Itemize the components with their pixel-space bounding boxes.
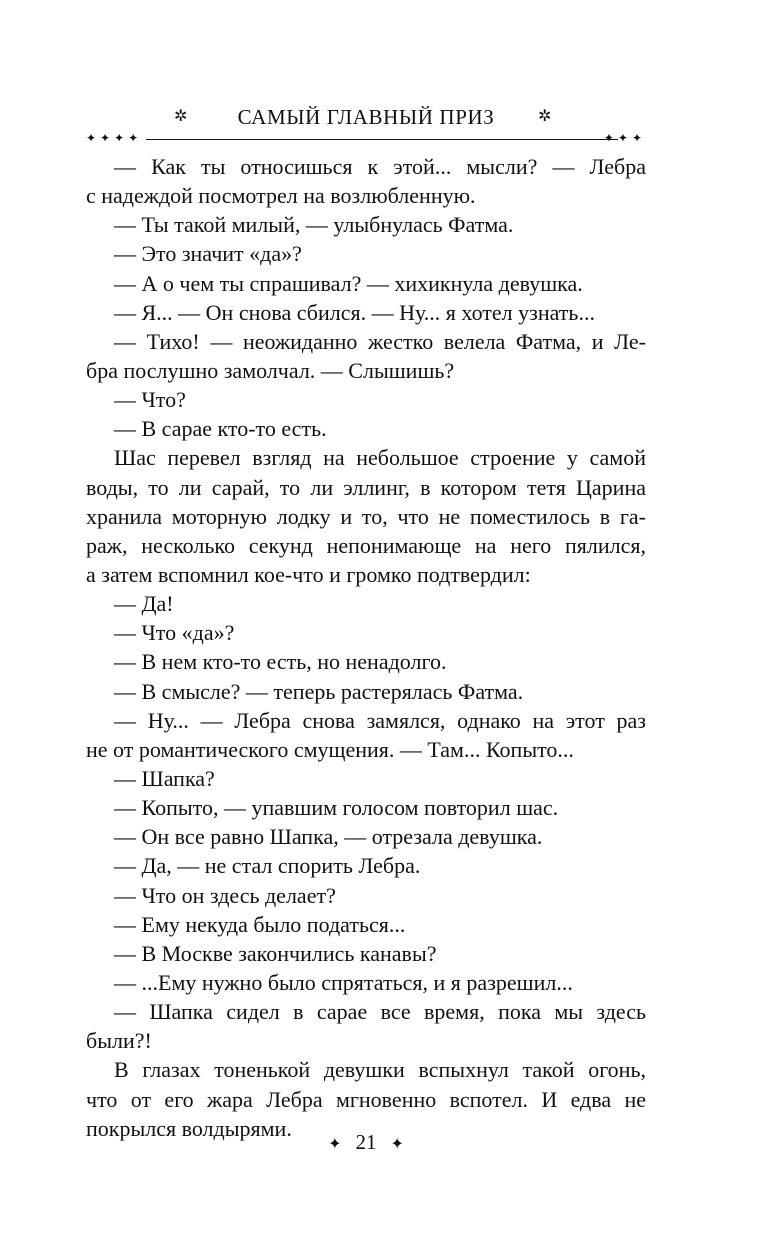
rule-line [146,139,618,140]
text-line: — Как ты относишься к этой... мысли? — Лебра [114,154,646,179]
text-line: а затем вспомнил кое-что и громко подтвердил: [86,561,531,587]
text-line: бра послушно замолчал. — Слышишь? [86,357,455,383]
text-line: В глазах тоненькой девушки вспыхнул такой огонь, [114,1057,646,1083]
snowflake-ornament-icon: ✲ [174,108,188,125]
text-line: — Что? [114,387,186,413]
text-line: покрылся волдырями. [86,1115,292,1141]
page-number: 21 [355,1130,377,1154]
text-line: — Что он здесь делает? [114,882,336,908]
text-line: — Он все равно Шапка, — отрезала девушка. [114,824,543,850]
text-line: — ...Ему нужно было спрятаться, и я разрешил... [114,969,573,995]
text-line: — Да! [114,591,174,617]
header-rule [86,131,646,145]
text-line: — А о чем ты спрашивал? — хихикнула девушка. [114,270,583,296]
text-line: — Ты такой милый, — улыбнулась Фатма. [114,212,514,238]
text-line: — Тихо! — неожиданно жестко велела Фатма, и Ле- [114,328,646,354]
text-line: Шас перевел взгляд на небольшое строение у самой [114,445,646,471]
text-line: — Ну... — Лебра снова замялся, однако на этот раз [114,707,646,733]
text-line: раж, несколько секунд непонимающе на него пялился, [86,532,646,558]
text-line: воды, то ли сарай, то ли эллинг, в котором тетя Царина [86,474,646,500]
text-line: что от его жара Лебра мгновенно вспотел. И едва не [86,1086,646,1112]
snowflake-ornament-icon: ✲ [538,108,552,125]
text-line: — Шапка сидел в сарае все время, пока мы здесь [114,999,646,1025]
rule-dots-left: ✦✦✦✦ [86,131,143,145]
body-text [86,152,646,1143]
text-line: — Да, — не стал спорить Лебра. [114,853,421,879]
running-title: САМЫЙ ГЛАВНЫЙ ПРИЗ [237,105,495,129]
text-line: — В сарае кто-то есть. [114,416,327,442]
star-ornament-icon: ✦ [328,1136,342,1153]
text-line: были?! [86,1028,152,1054]
star-ornament-icon: ✦ [390,1136,404,1153]
running-head [86,104,646,136]
text-line: хранила моторную лодку и то, что не поместилось в га- [86,503,646,529]
text-line: — Копыто, — упавшим голосом повторил шас. [114,795,559,821]
text-line: — Ему некуда было податься... [114,911,406,937]
text-line: — Я... — Он снова сбился. — Ну... я хотел узнать... [114,299,595,325]
text-line: — В смысле? — теперь растерялась Фатма. [114,678,524,704]
text-line: — Шапка? [114,765,215,791]
text-line: не от романтического смущения. — Там... Копыто... [86,736,574,762]
text-line: — В Москве закончились канавы? [114,940,437,966]
text-line: — Это значит «да»? [114,241,302,267]
page-footer [86,1128,646,1156]
text-line: — В нем кто-то есть, но ненадолго. [114,649,447,675]
text-line: с надеждой посмотрел на возлюбленную. [86,183,476,209]
text-line: — Что «да»? [114,620,235,646]
rule-dots-right: ✦✦✦ [603,131,646,145]
